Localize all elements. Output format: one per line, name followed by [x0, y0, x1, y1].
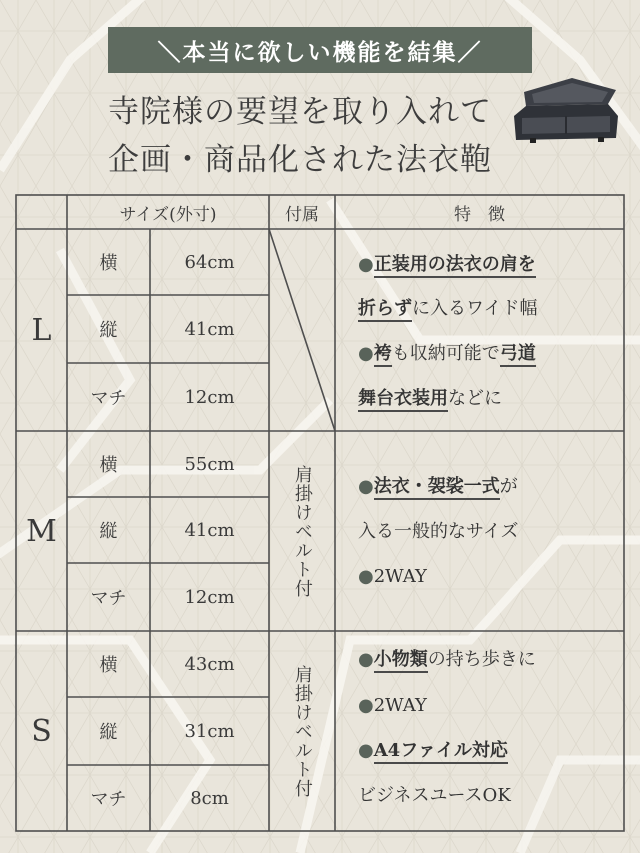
dim-label: マチ [90, 388, 127, 409]
accessory-cell-s [269, 631, 335, 831]
feature-line [358, 697, 427, 715]
feature-line [358, 300, 537, 318]
dim-value: 8cm [190, 787, 229, 809]
title-banner: ＼本当に欲しい機能を結集／ [108, 27, 532, 73]
feature-line [358, 478, 518, 496]
feature-text: ● [358, 740, 374, 761]
header-size: サイズ(外寸) [119, 204, 217, 225]
dim-value: 31cm [184, 720, 235, 742]
dim-label: マチ [90, 789, 127, 810]
feature-text: 正装用の法衣の肩を [374, 254, 536, 278]
dim-value: 55cm [184, 453, 235, 475]
feature-text: 入る一般的なサイズ [358, 521, 519, 542]
feature-text: ● [358, 476, 374, 497]
dim-value: 41cm [184, 318, 235, 340]
feature-text: ビジネスユースOK [358, 785, 511, 806]
feature-line [358, 523, 519, 541]
headline-line-2: 企画・商品化された法衣鞄 [108, 142, 492, 178]
dim-label: 縦 [99, 722, 118, 743]
feature-text: ● [358, 343, 374, 364]
dim-value: 43cm [184, 653, 235, 675]
feature-text: ● [358, 695, 374, 716]
feature-line [358, 390, 502, 408]
feature-line [358, 568, 427, 586]
feature-text: A4ファイル対応 [374, 740, 508, 764]
dim-label: 縦 [99, 320, 118, 341]
feature-line [358, 787, 511, 805]
dim-label: 縦 [99, 521, 118, 542]
feature-text: 2WAY [373, 566, 427, 587]
header-features: 特 徴 [454, 204, 505, 225]
feature-text: 法衣・袈裟一式 [374, 476, 500, 500]
feature-line [358, 742, 508, 760]
accessory-text: 肩掛けベルト付 [291, 464, 313, 598]
feature-text: などに [448, 388, 502, 409]
dim-label: 横 [99, 655, 118, 676]
feature-line [358, 256, 536, 274]
size-label-l: L [31, 312, 52, 348]
dim-value: 12cm [184, 386, 235, 408]
feature-text: ● [358, 254, 374, 275]
feature-text: ● [358, 649, 374, 670]
feature-text: 弓道 [500, 343, 536, 367]
feature-text: 袴 [374, 343, 392, 367]
feature-text: 折らず [358, 298, 412, 322]
feature-text: ● [358, 566, 374, 587]
feature-text: 2WAY [373, 695, 427, 716]
dim-label: マチ [90, 588, 127, 609]
accessory-text: 肩掛けベルト付 [291, 664, 313, 798]
size-label-s: S [31, 713, 52, 749]
header-accessory: 付属 [285, 204, 319, 225]
dim-label: 横 [99, 455, 118, 476]
feature-line [358, 651, 536, 669]
headline-line-1: 寺院様の要望を取り入れて [108, 94, 492, 130]
dim-label: 横 [99, 253, 118, 274]
accessory-cell-m [269, 431, 335, 631]
dim-value: 12cm [184, 586, 235, 608]
feature-text: も収納可能で [391, 343, 500, 364]
dim-value: 41cm [184, 519, 235, 541]
size-label-m: M [26, 513, 57, 549]
feature-line [358, 345, 536, 363]
feature-text: 小物類 [374, 649, 428, 673]
feature-text: が [499, 476, 518, 497]
feature-text: 舞台衣装用 [358, 388, 448, 412]
feature-text: の持ち歩きに [427, 649, 536, 670]
feature-text: に入るワイド幅 [412, 298, 538, 319]
dim-value: 64cm [184, 251, 235, 273]
